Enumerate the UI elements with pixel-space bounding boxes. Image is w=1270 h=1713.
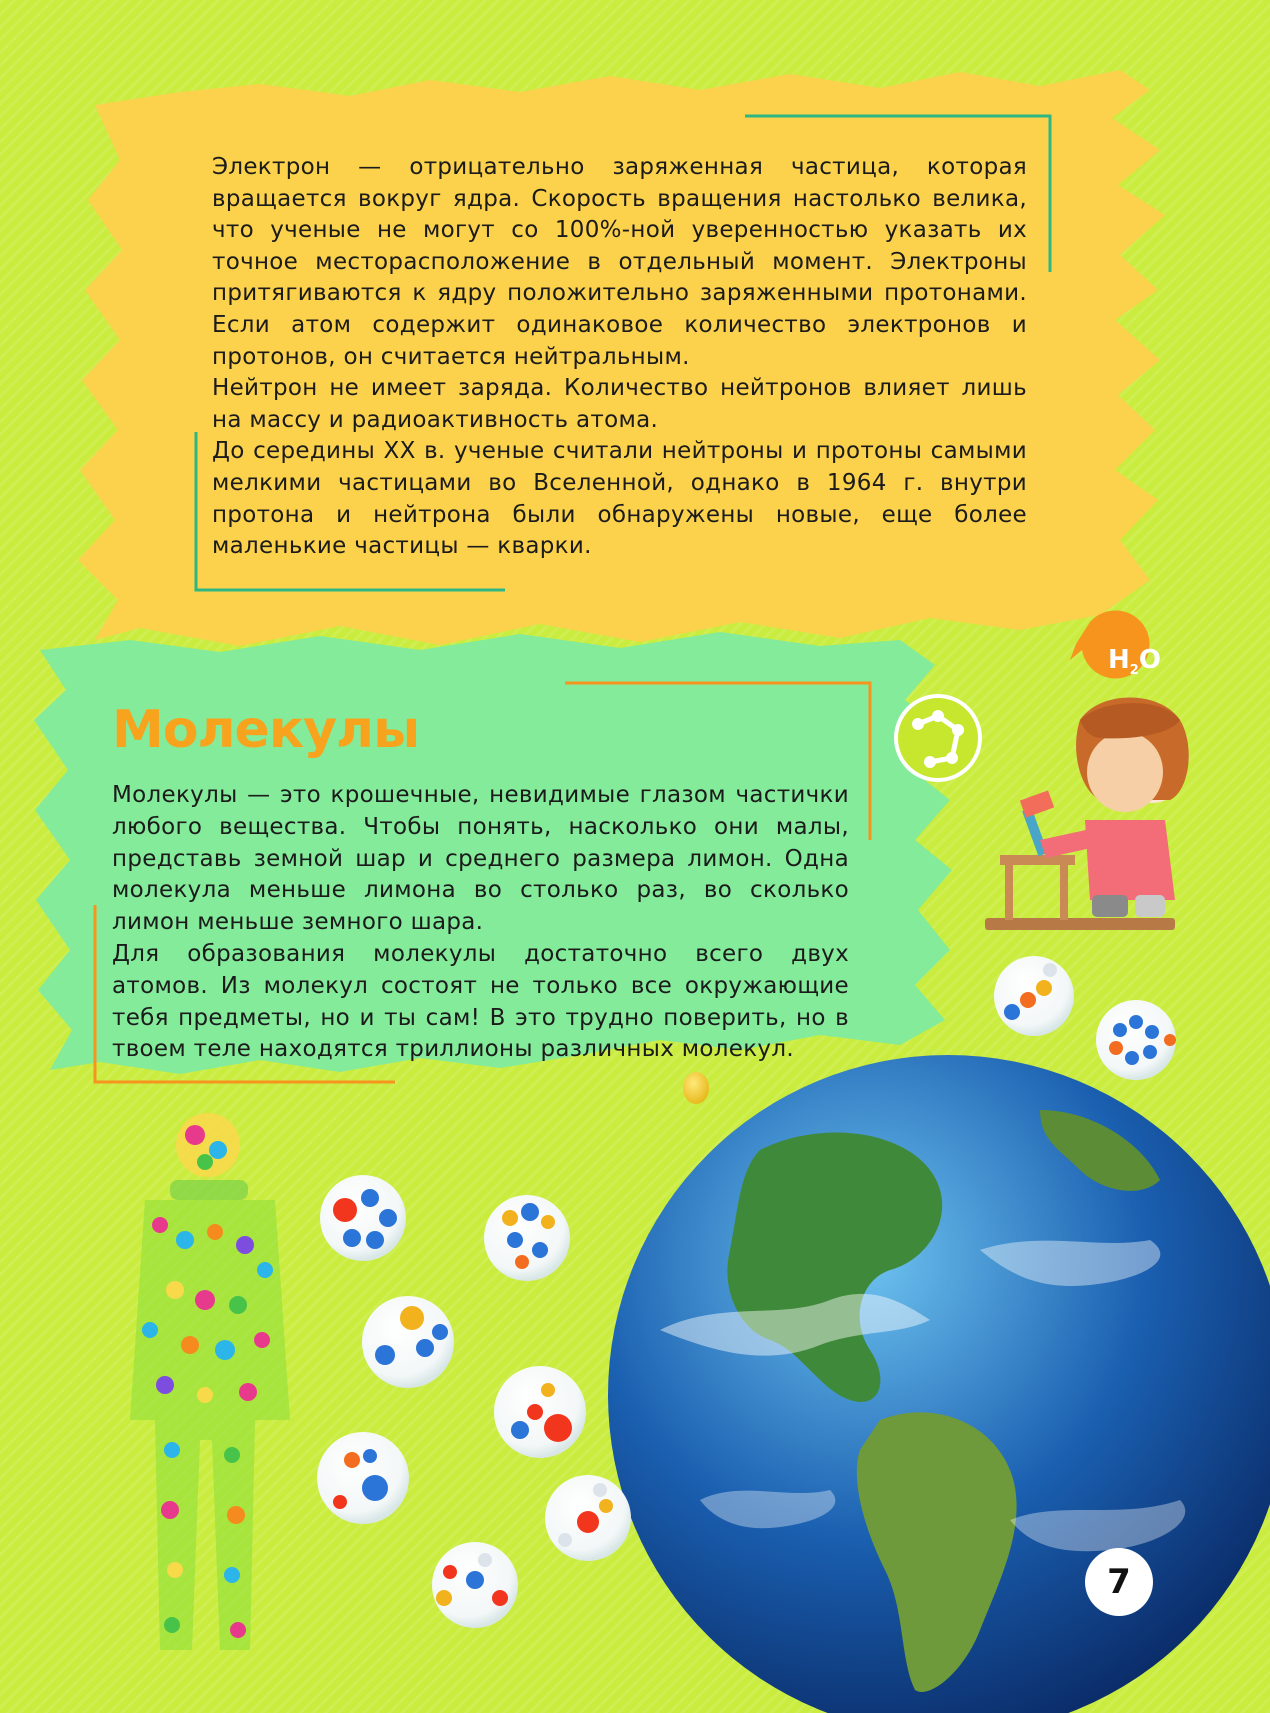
molecules-paragraph-2: Для образования молекулы достаточно всего двух атомов. Из молекул состоят не только все окружающие тебя предметы, но и ты сам! В это трудно поверить, но в твоем теле находятся триллионы различных молекул. xyxy=(112,940,849,1063)
h2o-label: $H_2O$ xyxy=(1108,645,1161,678)
lemon-icon xyxy=(683,1072,709,1104)
molecule-ball-icon xyxy=(494,1366,586,1458)
electron-paragraph-2: Нейтрон не имеет заряда. Количество нейтронов влияет лишь на массу и радиоактивность атома. xyxy=(212,375,1027,433)
molecule-ball-icon xyxy=(320,1175,406,1261)
molecule-ball-icon xyxy=(484,1195,570,1281)
molecule-ball-icon xyxy=(362,1296,454,1388)
page-number: 7 xyxy=(1085,1548,1153,1616)
electron-section-text xyxy=(212,152,1027,563)
electron-paragraph-1: Электрон — отрицательно заряженная частица, которая вращается вокруг ядра. Скорость вращения настолько велика, что ученые не могут со 100%-ной уверенностью указать их точное месторасположение в отдельный момент. Электроны притягиваются к ядру положительно заряженными протонами. Если атом содержит одинаковое количество электронов и протонов, он считается нейтральным. xyxy=(212,154,1027,370)
molecules-heading: Молекулы xyxy=(112,700,420,760)
molecule-ball-icon xyxy=(317,1432,409,1524)
molecule-bond-icon xyxy=(896,696,980,780)
electron-paragraph-3: До середины XX в. ученые считали нейтроны и протоны самыми мелкими частицами во Вселенной, однако в 1964 г. внутри протона и нейтрона были обнаружены новые, еще более маленькие частицы — кварки. xyxy=(212,438,1027,560)
molecule-ball-icon xyxy=(545,1475,631,1561)
earth-globe xyxy=(608,1055,1270,1713)
molecules-section-text xyxy=(112,780,849,1066)
molecules-paragraph-1: Молекулы — это крошечные, невидимые глазом частички любого вещества. Чтобы понять, насколько они малы, представь земной шар и среднего размера лимон. Одна молекула меньше лимона во столько раз, во сколько лимон меньше земного шара. xyxy=(112,782,849,936)
molecule-ball-icon xyxy=(432,1542,518,1628)
child-scientist-illustration xyxy=(985,698,1189,931)
molecule-ball-icon xyxy=(994,956,1074,1036)
dotted-person-silhouette xyxy=(130,1113,290,1650)
molecule-ball-icon xyxy=(1096,1000,1176,1080)
